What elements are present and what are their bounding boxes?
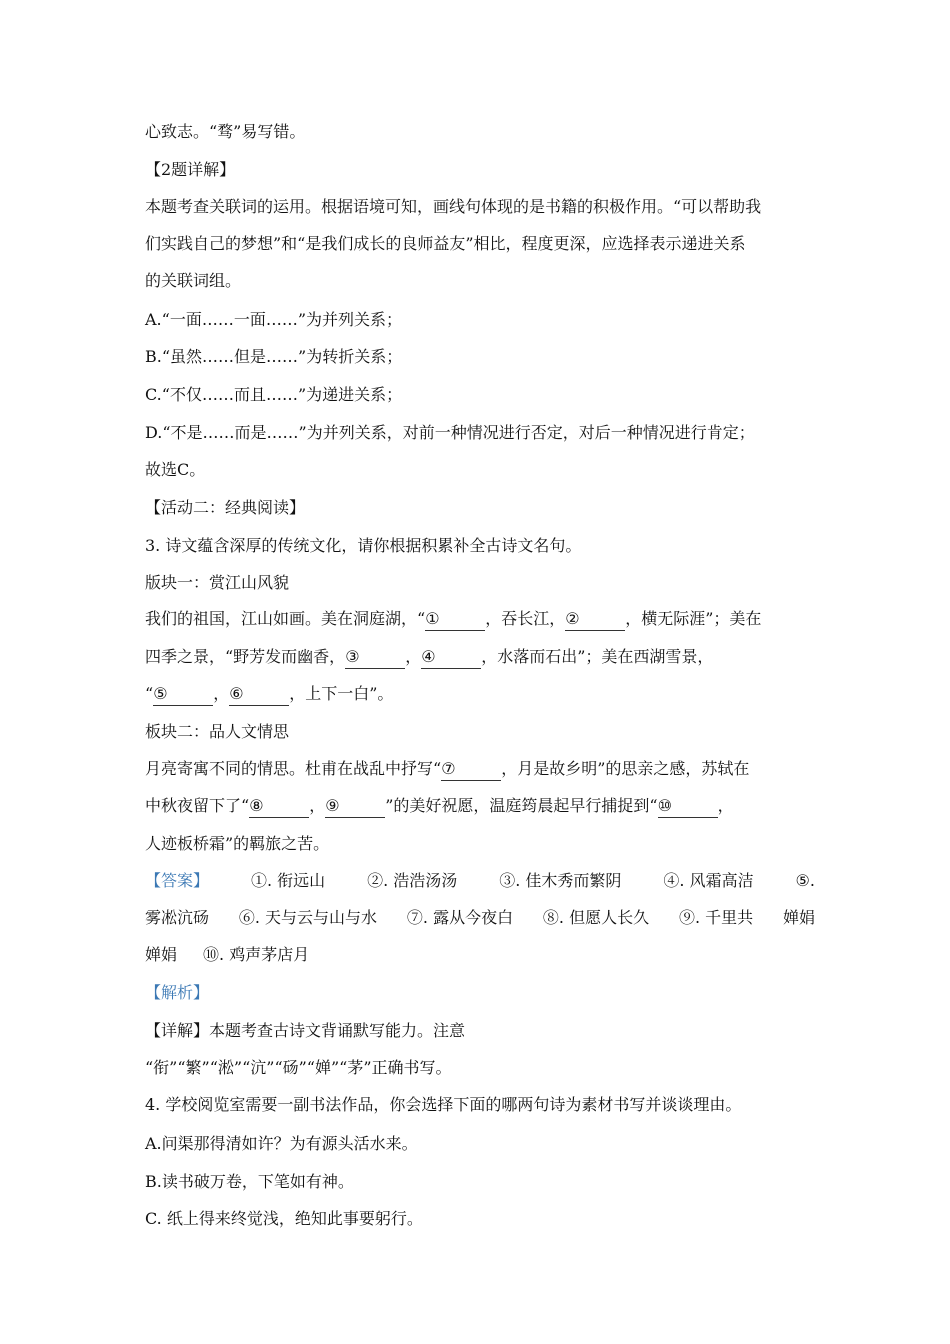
blank-9: ⑨ (325, 795, 385, 818)
blank-1: ① (425, 608, 485, 631)
subsection-heading: 版块一：赏江山风貌 (145, 573, 290, 592)
option-a: A.“一面……一面……”为并列关系； (145, 310, 403, 329)
fill-blank-line: 中秋夜留下了“⑧ ，⑨ ”的美好祝愿，温庭筠晨起早行捕捉到“⑩ ， (145, 795, 815, 817)
blank-8: ⑧ (249, 795, 309, 818)
text-line: 的关联词组。 (145, 271, 242, 290)
blank-6: ⑥ (229, 683, 289, 706)
answer-line: 婵娟 ⑩. 鸡声茅店月 (145, 945, 310, 964)
option-c: C.“不仅……而且……”为递进关系； (145, 385, 403, 404)
fill-blank-line: 我们的祖国，江山如画。美在洞庭湖，“① ，吞长江，② ，横无际涯”；美在 (145, 608, 815, 630)
question-4: 4. 学校阅览室需要一副书法作品，你会选择下面的哪两句诗为素材书写并谈谈理由。 (145, 1095, 742, 1114)
analysis-label: 【解析】 (145, 983, 210, 1002)
text-line: 人迹板桥霜”的羁旅之苦。 (145, 834, 330, 853)
question-3: 3. 诗文蕴含深厚的传统文化，请你根据积累补全古诗文名句。 (145, 536, 582, 555)
text-line: 故选C。 (145, 460, 206, 479)
text-line: 本题考查关联词的运用。根据语境可知，画线句体现的是书籍的积极作用。“可以帮助我 (145, 197, 762, 216)
answer-line: 雾凇沆砀 ⑥. 天与云与山与水 ⑦. 露从今夜白 ⑧. 但愿人长久 ⑨. 千里共 婵娟 (145, 908, 815, 927)
blank-10: ⑩ (658, 795, 718, 818)
blank-2: ② (565, 608, 625, 631)
text-line: 们实践自己的梦想”和“是我们成长的良师益友”相比，程度更深，应选择表示递进关系 (145, 234, 746, 253)
text-line: 【详解】本题考查古诗文背诵默写能力。注意 (145, 1021, 466, 1040)
fill-blank-line: 月亮寄寓不同的情思。杜甫在战乱中抒写“⑦ ，月是故乡明”的思亲之感，苏轼在 (145, 758, 815, 780)
answer-line: 【答案】 ①. 衔远山 ②. 浩浩汤汤 ③. 佳木秀而繁阴 ④. 风霜高洁 ⑤. (145, 871, 815, 890)
fill-blank-line: “⑤ ，⑥ ，上下一白”。 (145, 683, 815, 705)
blank-3: ③ (345, 646, 405, 669)
fill-blank-line: 四季之景，“野芳发而幽香，③ ，④ ，水落而石出”；美在西湖雪景， (145, 646, 815, 668)
option-a: A.问渠那得清如许？为有源头活水来。 (145, 1134, 418, 1153)
option-d: D.“不是……而是……”为并列关系，对前一种情况进行否定，对后一种情况进行肯定； (145, 423, 755, 442)
text-line: 心致志。“骛”易写错。 (145, 122, 306, 141)
text-line: “衔”“繁”“淞”“沆”“砀”“婵”“茅”正确书写。 (145, 1058, 452, 1077)
section-heading: 【2题详解】 (145, 160, 236, 179)
option-b: B.读书破万卷，下笔如有神。 (145, 1172, 354, 1191)
blank-5: ⑤ (153, 683, 213, 706)
blank-7: ⑦ (441, 758, 501, 781)
answer-label: 【答案】 (145, 871, 210, 890)
blank-4: ④ (421, 646, 481, 669)
option-b: B.“虽然……但是……”为转折关系； (145, 347, 403, 366)
section-heading: 【活动二：经典阅读】 (145, 498, 306, 517)
option-c: C. 纸上得来终觉浅，绝知此事要躬行。 (145, 1209, 423, 1228)
subsection-heading: 板块二：品人文情思 (145, 722, 290, 741)
